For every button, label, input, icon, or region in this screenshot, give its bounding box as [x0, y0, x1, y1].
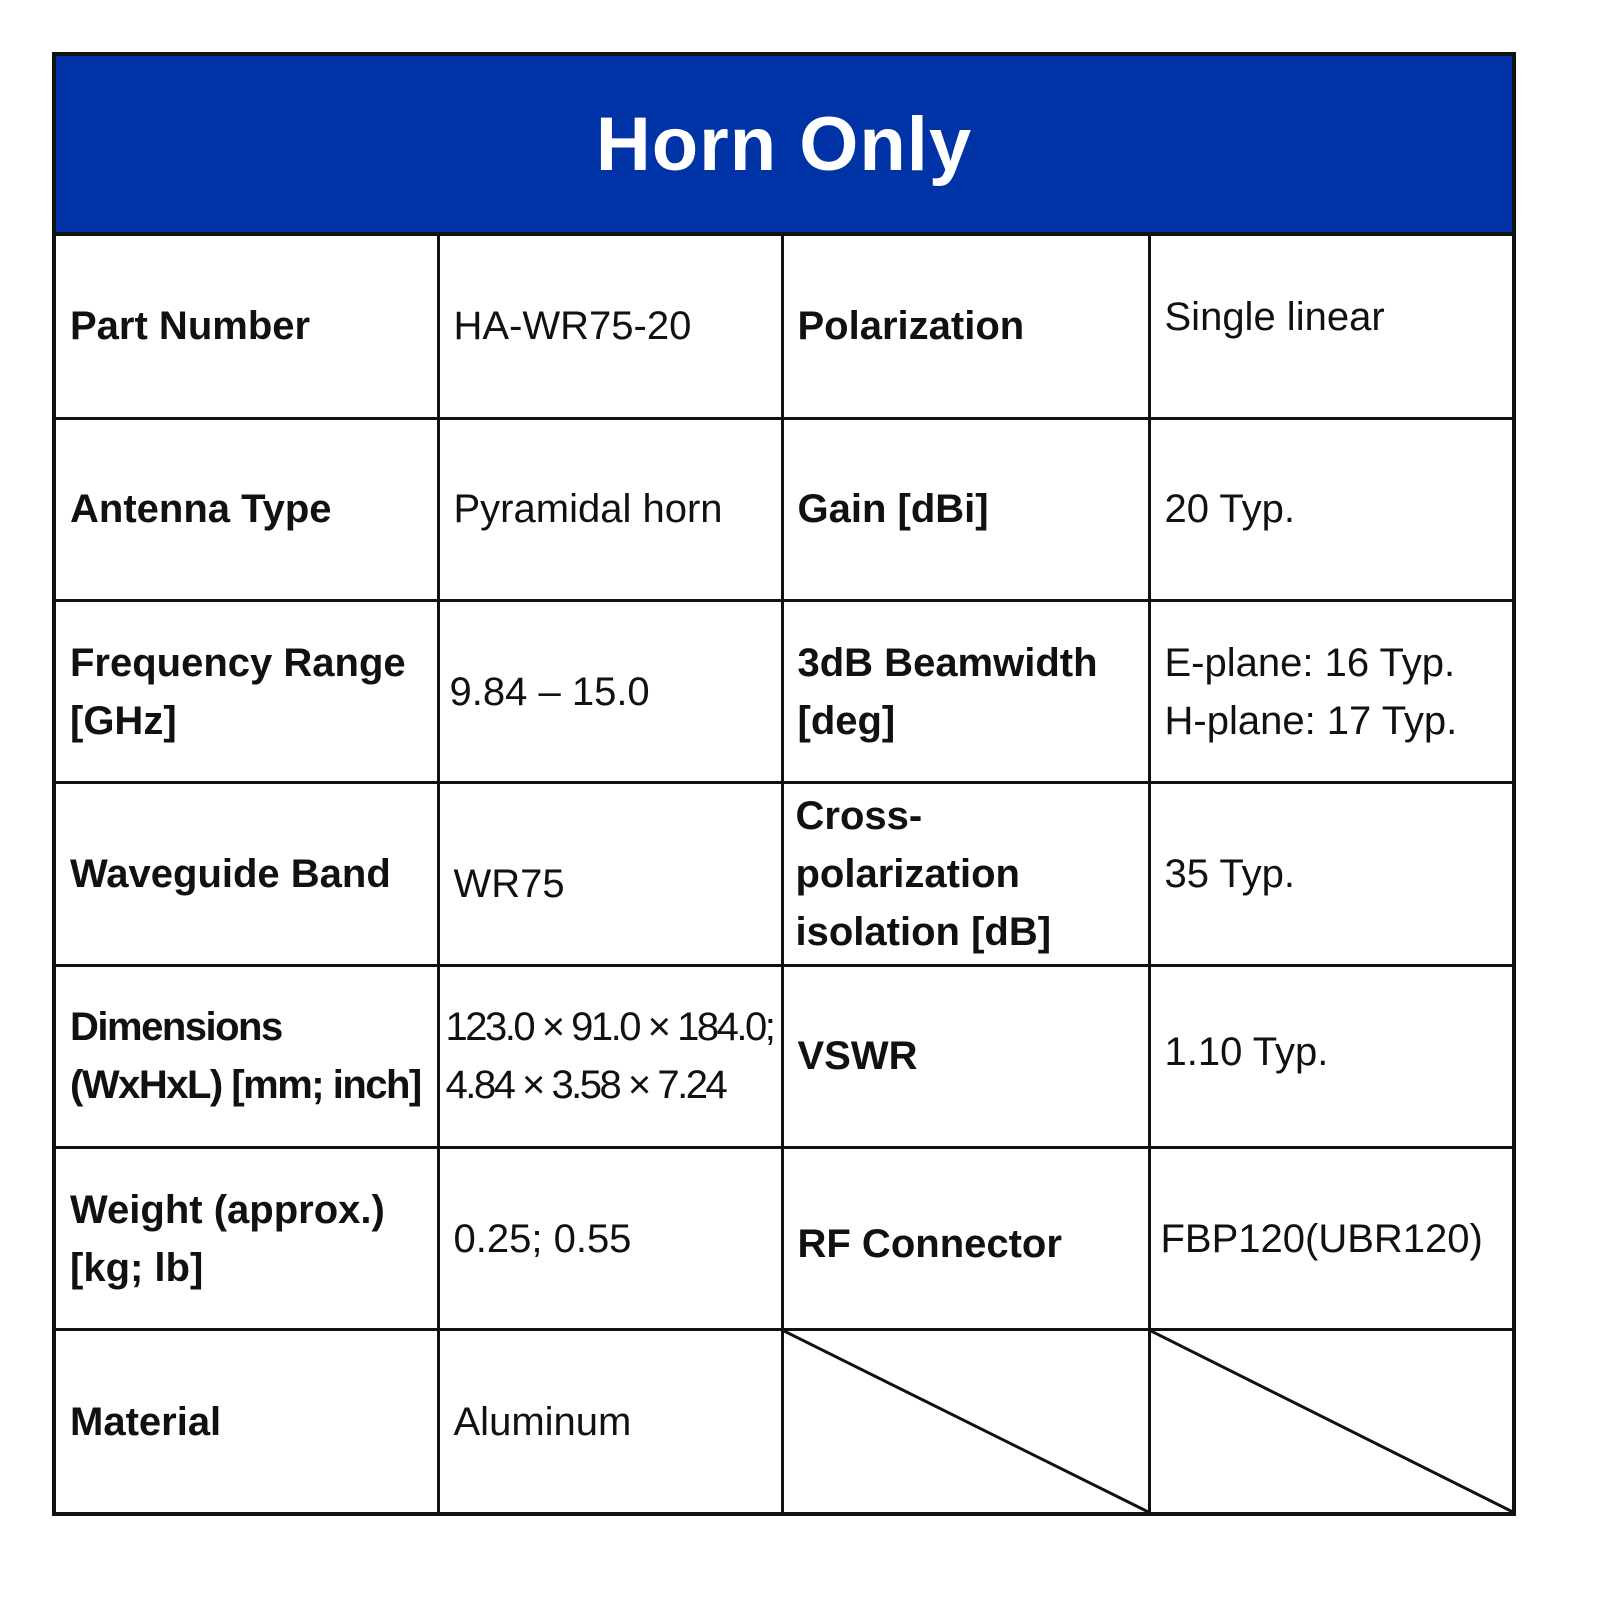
- diagonal-line: [784, 1331, 1148, 1512]
- gain-value: 20 Typ.: [1149, 418, 1512, 600]
- frequency-range-label: Frequency Range [GHz]: [56, 601, 438, 783]
- spec-sheet: [52, 52, 1516, 1516]
- waveguide-band-value: WR75: [438, 783, 782, 965]
- rf-connector-value: FBP120(UBR120): [1149, 1147, 1512, 1329]
- cross-polarization-label: Cross-polarization isolation [dB]: [782, 783, 1149, 965]
- dimensions-label: Dimensions (WxHxL) [mm; inch]: [56, 965, 438, 1147]
- table-row: [56, 1147, 1512, 1329]
- empty-cell-diagonal: [782, 1330, 1149, 1512]
- table-row: [56, 1330, 1512, 1512]
- polarization-value: Single linear: [1149, 236, 1512, 418]
- vswr-value: 1.10 Typ.: [1149, 965, 1512, 1147]
- cross-polarization-value: 35 Typ.: [1149, 783, 1512, 965]
- antenna-type-value: Pyramidal horn: [438, 418, 782, 600]
- weight-label: Weight (approx.) [kg; lb]: [56, 1147, 438, 1329]
- material-value: Aluminum: [438, 1330, 782, 1512]
- part-number-label: Part Number: [56, 236, 438, 418]
- spec-table: [56, 236, 1512, 1512]
- title-banner: [56, 56, 1512, 236]
- beamwidth-label: 3dB Beamwidth [deg]: [782, 601, 1149, 783]
- vswr-label: VSWR: [782, 965, 1149, 1147]
- table-row: [56, 601, 1512, 783]
- dimensions-value: 123.0 × 91.0 × 184.0; 4.84 × 3.58 × 7.24: [438, 965, 782, 1147]
- table-row: [56, 783, 1512, 965]
- weight-value: 0.25; 0.55: [438, 1147, 782, 1329]
- material-label: Material: [56, 1330, 438, 1512]
- waveguide-band-label: Waveguide Band: [56, 783, 438, 965]
- empty-cell-diagonal: [1149, 1330, 1512, 1512]
- polarization-label: Polarization: [782, 236, 1149, 418]
- gain-label: Gain [dBi]: [782, 418, 1149, 600]
- table-row: [56, 236, 1512, 418]
- rf-connector-label: RF Connector: [782, 1147, 1149, 1329]
- antenna-type-label: Antenna Type: [56, 418, 438, 600]
- frequency-range-value: 9.84 – 15.0: [438, 601, 782, 783]
- part-number-value: HA-WR75-20: [438, 236, 782, 418]
- table-row: [56, 965, 1512, 1147]
- page-title: Horn Only: [595, 101, 973, 187]
- table-row: [56, 418, 1512, 600]
- beamwidth-value: E-plane: 16 Typ. H-plane: 17 Typ.: [1149, 601, 1512, 783]
- diagonal-line: [1151, 1331, 1513, 1512]
